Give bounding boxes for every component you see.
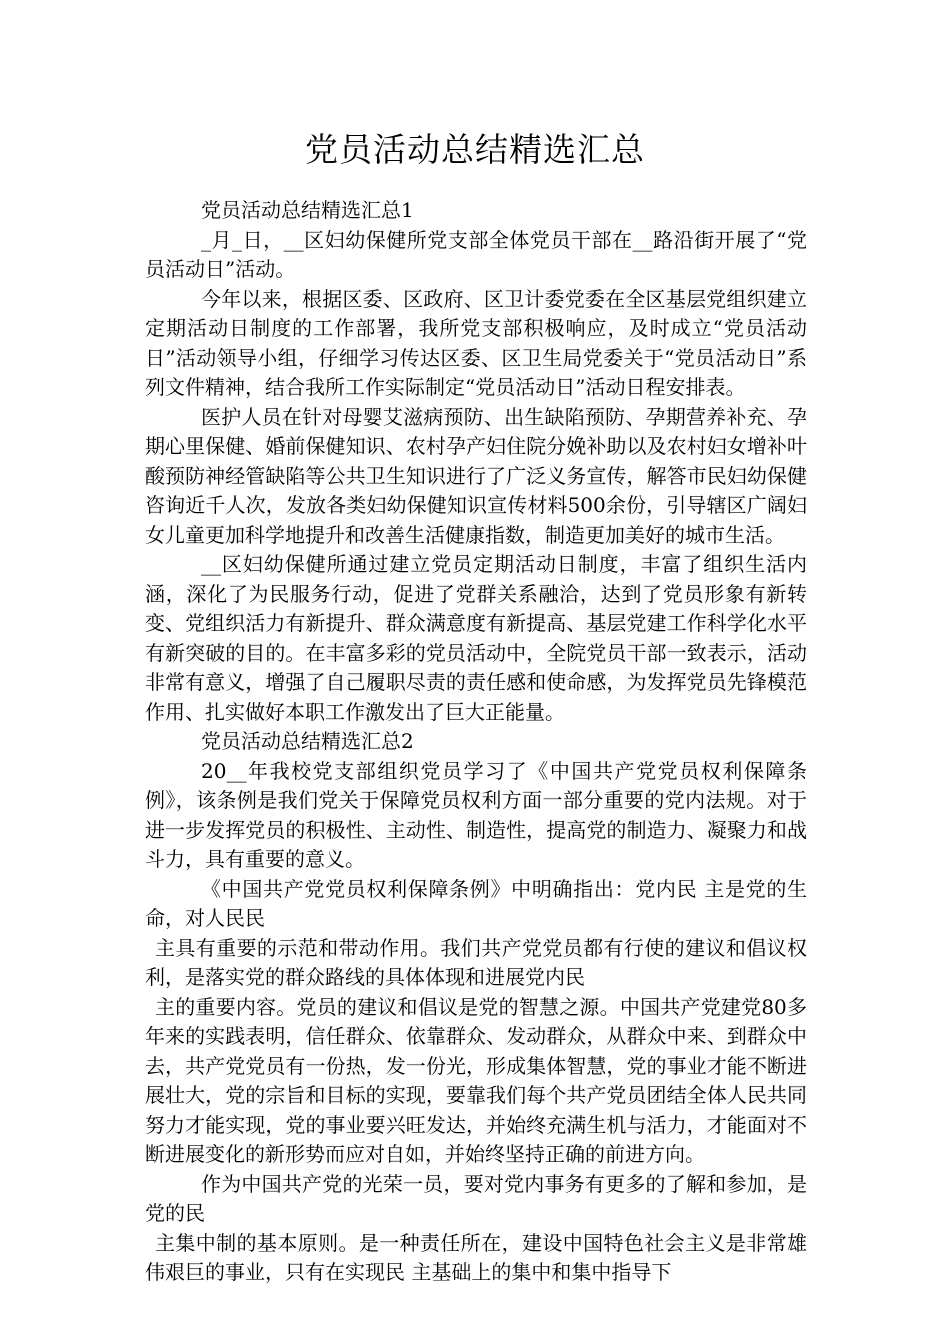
paragraph: 《中国共产党党员权利保障条例》中明确指出：党内民 主是党的生命，对人民民 (145, 876, 807, 930)
paragraph: _月_日，__区妇幼保健所党支部全体党员干部在__路沿街开展了“党员活动日”活动。 (145, 227, 807, 281)
section-heading-2: 党员活动总结精选汇总2 (201, 729, 414, 753)
section-heading-1: 党员活动总结精选汇总1 (201, 198, 414, 222)
document-body (145, 196, 807, 1288)
paragraph: 作为中国共产党的光荣一员，要对党内事务有更多的了解和参加，是党的民 (145, 1171, 807, 1225)
paragraph: 主具有重要的示范和带动作用。我们共产党党员都有行使的建议和倡议权利，是落实党的群众路线的具体体现和进展党内民 (145, 935, 807, 989)
document-title: 党员活动总结精选汇总 (305, 130, 645, 169)
paragraph: 主的重要内容。党员的建议和倡议是党的智慧之源。中国共产党建党80多年来的实践表明，信任群众、依靠群众、发动群众，从群众中来、到群众中去，共产党党员有一份热，发一份光，形成集体智慧，党的事业才能不断进展壮大，党的宗旨和目标的实现，要靠我们每个共产党员团结全体人民共同努力才能实现，党的事业要兴旺发达，并始终充满生机与活力，才能面对不断进展变化的新形势而应对自如，并始终坚持正确的前进方向。 (145, 994, 807, 1166)
paragraph: 医护人员在针对母婴艾滋病预防、出生缺陷预防、孕期营养补充、孕期心里保健、婚前保健知识、农村孕产妇住院分娩补助以及农村妇女增补叶酸预防神经管缺陷等公共卫生知识进行了广泛义务宣传，解答市民妇幼保健咨询近千人次，发放各类妇幼保健知识宣传材料500余份，引导辖区广阔妇女儿童更加科学地提升和改善生活健康指数，制造更加美好的城市生活。 (145, 404, 807, 547)
paragraph: __区妇幼保健所通过建立党员定期活动日制度，丰富了组织生活内涵，深化了为民服务行动，促进了党群关系融洽，达到了党员形象有新转变、党组织活力有新提升、群众满意度有新提高、基层党建工作科学化水平有新突破的目的。在丰富多彩的党员活动中，全院党员干部一致表示，活动非常有意义，增强了自己履职尽责的责任感和使命感，为发挥党员先锋模范作用、扎实做好本职工作激发出了巨大正能量。 (145, 552, 807, 724)
paragraph: 今年以来，根据区委、区政府、区卫计委党委在全区基层党组织建立定期活动日制度的工作部署，我所党支部积极响应，及时成立“党员活动日”活动领导小组，仔细学习传达区委、区卫生局党委关于“党员活动日”系列文件精神，结合我所工作实际制定“党员活动日”活动日程安排表。 (145, 286, 807, 399)
paragraph: 20__年我校党支部组织党员学习了《中国共产党党员权利保障条例》，该条例是我们党关于保障党员权利方面一部分重要的党内法规。对于进一步发挥党员的积极性、主动性、制造性，提高党的制造力、凝聚力和战斗力，具有重要的意义。 (145, 758, 807, 871)
paragraph: 主集中制的基本原则。是一种责任所在，建设中国特色社会主义是非常雄伟艰巨的事业，只有在实现民 主基础上的集中和集中指导下 (145, 1230, 807, 1284)
